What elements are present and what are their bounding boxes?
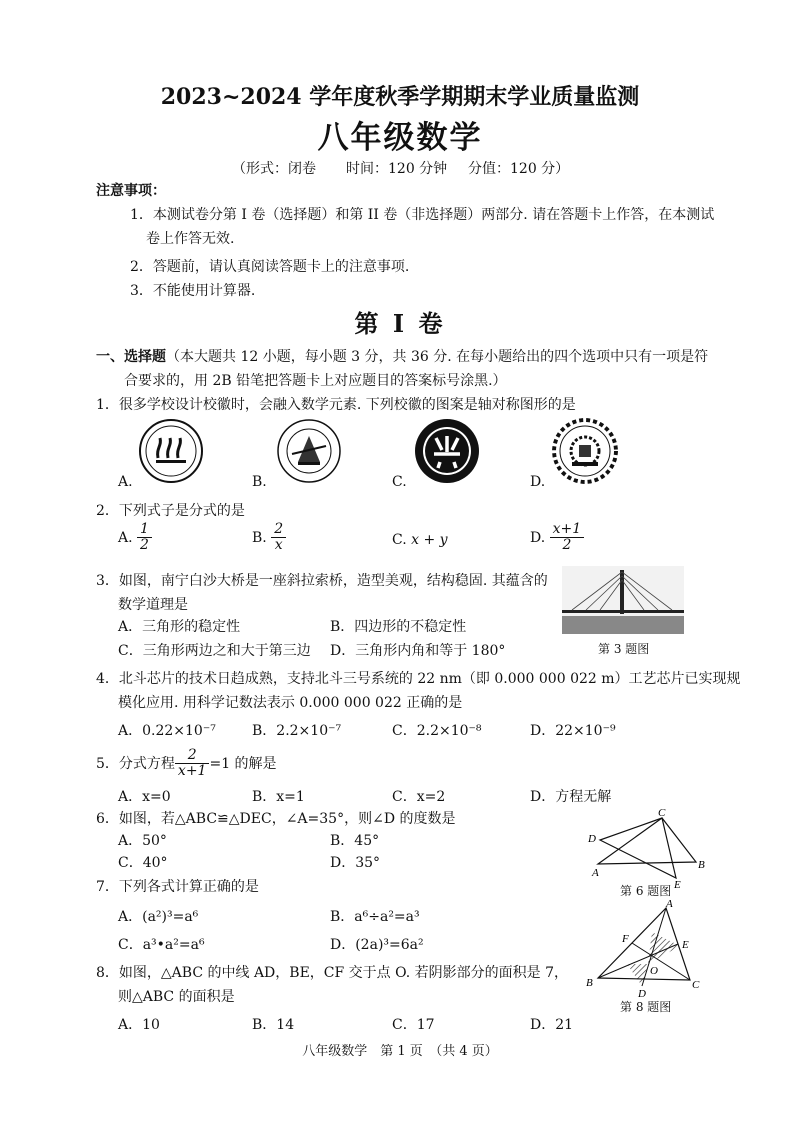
q2-d-numerator: x+1 [550, 522, 585, 538]
notice-heading: 注意事项： [96, 183, 166, 199]
q1-option-a: A. [118, 474, 133, 490]
q8-label-b: B [586, 977, 593, 989]
q5-option-b: B．x=1 [252, 789, 305, 805]
q6-option-a: A．50° [118, 833, 167, 849]
part1-desc-cont: 合要求的，用 2B 铅笔把答题卡上对应题目的答案标号涂黑.） [124, 373, 507, 389]
q6-stem: 6．如图，若△ABC≌△DEC，∠A=35°，则∠D 的度数是 [96, 811, 456, 827]
q5-stem-post: =1 的解是 [209, 755, 277, 772]
q7-option-d: D．(2a)³=6a² [330, 937, 424, 953]
notice-item-3: 3．不能使用计算器. [130, 283, 256, 299]
q6-label-c: C [658, 807, 666, 819]
q5-fraction [175, 748, 210, 780]
q8-label-f: F [622, 933, 629, 945]
q6-figure-caption: 第 6 题图 [620, 884, 672, 898]
q8-stem: 8．如图，△ABC 的中线 AD，BE，CF 交于点 O. 若阴影部分的面积是 7， [96, 965, 569, 981]
q5-denominator: x+1 [177, 763, 207, 780]
q1-option-c: C. [392, 474, 407, 490]
bridge-photo [562, 566, 684, 634]
q7-option-b: B．a⁶÷a²=a³ [330, 909, 420, 925]
q8-option-a: A．10 [118, 1017, 160, 1033]
q4-option-d: D．22×10⁻⁹ [530, 723, 616, 739]
q3-figure-caption: 第 3 题图 [598, 642, 650, 656]
q4-stem: 4．北斗芯片的技术日趋成熟，支持北斗三号系统的 22 nm（即 0.000 000 022 m）工艺芯片已实现规 [96, 671, 741, 687]
q6-label-e: E [674, 879, 681, 888]
q2-b-numerator: 2 [271, 522, 286, 538]
q8-label-o: O [650, 965, 658, 977]
notice-item-1: 1．本测试卷分第 I 卷（选择题）和第 II 卷（非选择题）两部分. 请在答题卡上作答，在本测试 [130, 207, 715, 223]
q3-option-a: A．三角形的稳定性 [118, 619, 241, 635]
q8-option-c: C．17 [392, 1017, 435, 1033]
q7-option-a: A．(a²)³=a⁶ [118, 909, 199, 925]
q6-option-c: C．40° [118, 855, 168, 871]
q4-option-b: B．2.2×10⁻⁷ [252, 723, 342, 739]
notice-item-2: 2．答题前，请认真阅读答题卡上的注意事项. [130, 259, 410, 275]
exam-title: 2023~2024 学年度秋季学期期末学业质量监测 [160, 84, 640, 110]
q5-stem [96, 748, 277, 780]
q5-stem-pre: 5．分式方程 [96, 755, 175, 772]
q6-option-d: D．35° [330, 855, 381, 871]
part1-intro [96, 346, 708, 366]
q1-stem: 1．很多学校设计校徽时，会融入数学元素. 下列校徽的图案是轴对称图形的是 [96, 397, 576, 413]
page-footer: 八年级数学 第 1 页 （共 4 页） [302, 1044, 498, 1059]
q3-stem: 3．如图，南宁白沙大桥是一座斜拉索桥，造型美观，结构稳固. 其蕴含的 [96, 573, 548, 589]
q3-option-c: C．三角形两边之和大于第三边 [118, 643, 311, 659]
q8-label-e: E [682, 939, 689, 951]
q8-label-d: D [638, 988, 646, 998]
part1-heading: 一、选择题 [96, 349, 166, 365]
emblem-c-image [414, 418, 480, 484]
q5-option-c: C．x=2 [392, 789, 446, 805]
q2-b-denominator: x [274, 537, 283, 554]
q1-option-d: D. [530, 474, 546, 490]
q4-option-a: A．0.22×10⁻⁷ [118, 723, 216, 739]
q1-option-b: B. [252, 474, 267, 490]
q2-option-d-letter: D. [530, 529, 546, 546]
q2-option-c-letter: C. [392, 532, 407, 548]
q6-label-b: B [698, 859, 705, 871]
q2-option-b [252, 522, 286, 554]
q8-option-b: B．14 [252, 1017, 295, 1033]
q2-option-a [118, 522, 152, 554]
subject-title: 八年级数学 [317, 120, 483, 156]
q5-option-a: A．x=0 [118, 789, 171, 805]
q2-option-c [392, 532, 448, 548]
q2-d-denominator: 2 [562, 537, 572, 554]
q7-stem: 7．下列各式计算正确的是 [96, 879, 259, 895]
q2-option-b-fraction [271, 522, 286, 554]
q2-option-a-fraction [137, 522, 152, 554]
q2-a-numerator: 1 [137, 522, 152, 538]
q8-stem-cont: 则△ABC 的面积是 [118, 989, 235, 1005]
emblem-d-image [552, 418, 618, 484]
q3-option-d: D．三角形内角和等于 180° [330, 643, 506, 659]
q7-option-c: C．a³•a²=a⁶ [118, 937, 205, 953]
exam-time: 时间：120 分钟 [346, 161, 448, 177]
q8-figure-caption: 第 8 题图 [620, 1000, 672, 1014]
q3-stem-cont: 数学道理是 [118, 597, 188, 613]
q8-option-d: D．21 [530, 1017, 574, 1033]
emblem-a-image [138, 418, 204, 484]
q6-label-a: A [592, 867, 599, 879]
q2-stem: 2．下列式子是分式的是 [96, 503, 245, 519]
q4-option-c: C．2.2×10⁻⁸ [392, 723, 482, 739]
q2-a-denominator: 2 [140, 537, 149, 554]
q6-option-b: B．45° [330, 833, 380, 849]
q2-option-a-letter: A. [118, 529, 133, 546]
q5-option-d: D．方程无解 [530, 789, 612, 805]
q2-option-d-fraction [550, 522, 585, 554]
q8-label-c: C [692, 979, 700, 991]
q2-option-b-letter: B. [252, 529, 267, 546]
q4-stem-cont: 模化应用. 用科学记数法表示 0.000 000 022 正确的是 [118, 695, 463, 711]
q5-numerator: 2 [175, 748, 210, 764]
exam-form: （形式：闭卷 [232, 161, 316, 177]
q6-triangle-figure [574, 804, 710, 888]
q2-option-d [530, 522, 584, 554]
notice-item-1-cont: 卷上作答无效. [146, 231, 235, 247]
q8-label-a: A [666, 898, 673, 910]
exam-score: 分值：120 分） [468, 161, 570, 177]
q3-option-b: B．四边形的不稳定性 [330, 619, 467, 635]
q2-option-c-expr: x + y [411, 532, 448, 548]
emblem-b-image [276, 418, 342, 484]
q6-label-d: D [588, 833, 596, 845]
section-title: 第 I 卷 [354, 309, 446, 338]
q8-triangle-figure [582, 898, 706, 998]
part1-desc: （本大题共 12 小题，每小题 3 分，共 36 分. 在每小题给出的四个选项中只有一项是符 [166, 349, 709, 365]
